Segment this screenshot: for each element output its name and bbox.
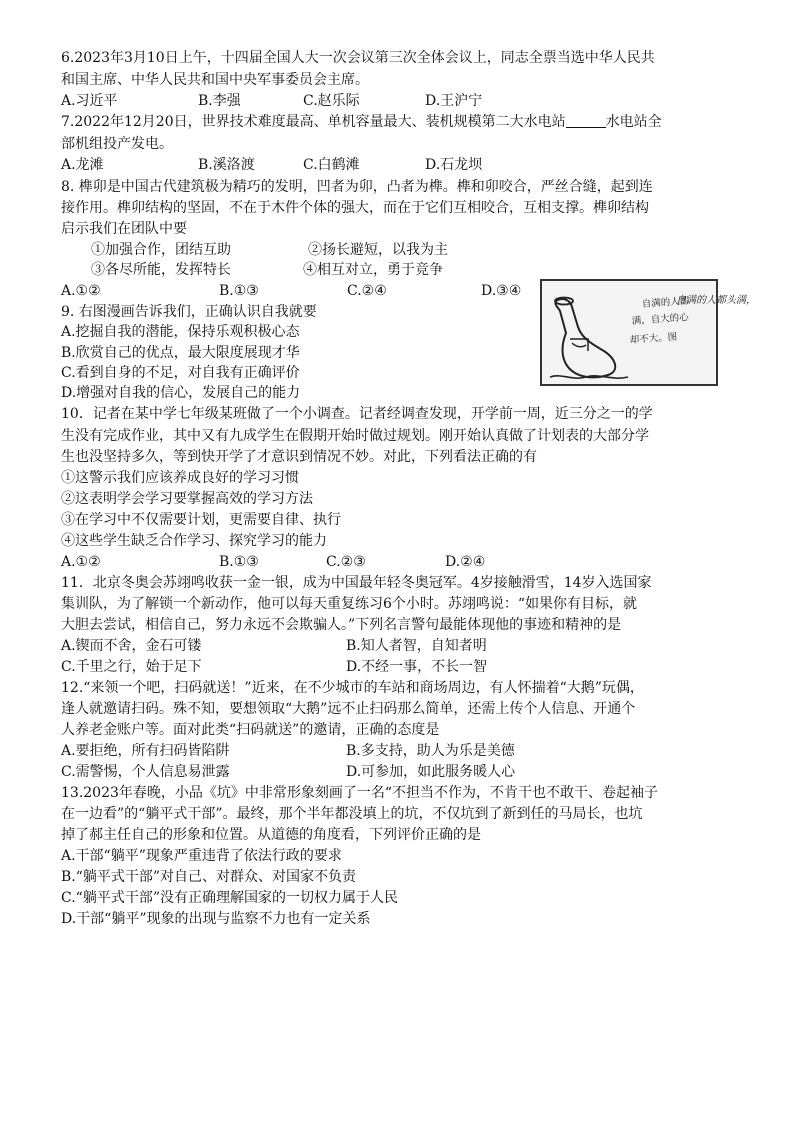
q13-option-b: B.“躺平式干部”对自己、对群众、对国家不负责 xyxy=(61,869,357,885)
q7-stem-part2: 水电站全 xyxy=(605,114,662,130)
q6-option-d: D.王沪宁 xyxy=(425,93,483,109)
q7-option-d: D.石龙坝 xyxy=(425,157,483,173)
q7-answer-blank xyxy=(566,113,606,128)
q10-stem-line3: 生也没坚持多久，等到快开学了才意识到情况不妙。对此，下列看法正确的有 xyxy=(61,449,537,465)
q11-stem-line3: 大胆去尝试，相信自己，努力永远不会欺骗人。”下列名言警句最能体现他的事迹和精神的是 xyxy=(61,617,622,633)
q8-statement-4: ④相互对立，勇于竞争 xyxy=(303,262,443,278)
q10-stem-line2: 生没有完成作业，其中又有九成学生在假期开始时做过规划。刚开始认真做了计划表的大部分学 xyxy=(61,428,649,444)
q7-option-b: B.溪洛渡 xyxy=(198,157,255,173)
q9-option-b: B.欣赏自己的优点，最大限度展现才华 xyxy=(61,345,300,361)
caption-line-1: 自满的人都 xyxy=(641,295,690,310)
q13-stem-line3: 掉了郝主任自己的形象和位置。从道德的角度看，下列评价正确的是 xyxy=(61,827,481,843)
caption-line-3: 却不大。图 xyxy=(629,331,678,346)
q13-option-a: A.干部“躺平”现象严重违背了依法行政的要求 xyxy=(61,848,342,864)
caption-line-2: 满，自大的心 xyxy=(631,312,690,327)
q11-option-c: C.千里之行，始于足下 xyxy=(61,659,202,675)
q10-statement-1: ①这警示我们应该养成良好的学习习惯 xyxy=(61,470,299,486)
q11-option-b: B.知人者智，自知者明 xyxy=(346,638,487,654)
q8-statement-3: ③各尽所能，发挥特长 xyxy=(91,262,231,278)
q6-option-b: B.李强 xyxy=(198,93,241,109)
q10-statement-3: ③在学习中不仅需要计划，更需要自律、执行 xyxy=(61,512,341,528)
q8-stem-line2: 接作用。榫卯结构的坚固，不在于木件个体的强大，而在于它们互相咬合，互相支撑。榫卯结构 xyxy=(61,200,649,216)
q7-stem-part1: 7.2022年12月20日，世界技术难度最高、单机容量最大、装机规模第二大水电站 xyxy=(61,114,566,130)
q13-option-c: C.“躺平式干部”没有正确理解国家的一切权力属于人民 xyxy=(61,890,398,906)
q10-option-b: B.①③ xyxy=(219,554,259,570)
q8-option-b: B.①③ xyxy=(219,283,259,299)
q6-stem-line1: 6.2023年3月10日上午，十四届全国人大一次会议第三次全体会议上，同志全票当选中华人民共 xyxy=(61,50,655,66)
q11-option-a: A.锲而不舍，金石可镂 xyxy=(61,638,202,654)
q10-option-c: C.②③ xyxy=(326,554,366,570)
q12-stem-line3: 人养老金账户等。面对此类“扫码就送”的邀请，正确的态度是 xyxy=(61,722,440,738)
q8-option-d: D.③④ xyxy=(481,283,522,299)
q6-stem-line2: 和国主席、中华人民共和国中央军事委员会主席。 xyxy=(61,72,369,88)
q8-statement-2: ②扬长避短，以我为主 xyxy=(308,242,448,258)
caption-column-1: 自满的人都头满， xyxy=(676,295,756,306)
q12-option-d: D.可参加，如此服务暖人心 xyxy=(346,764,516,780)
cartoon-image xyxy=(540,279,756,386)
q10-option-a: A.①② xyxy=(61,554,101,570)
q13-stem-line1: 13.2023年春晚，小品《坑》中非常形象刻画了一名“不担当不作为，不肯干也不敢干、卷起袖子 xyxy=(61,785,659,801)
q11-stem-line2: 集训队，为了解锁一个新动作，他可以每天重复练习6个小时。苏翊鸣说：“如果你有目标，就 xyxy=(61,596,638,612)
q10-option-d: D.②④ xyxy=(445,554,486,570)
q12-stem-line1: 12.“来领一个吧，扫码就送！”近来，在不少城市的车站和商场周边，有人怀揣着“大鹅”玩偶， xyxy=(61,680,644,696)
q6-option-a: A.习近平 xyxy=(61,93,118,109)
q13-option-d: D.干部“躺平”现象的出现与监察不力也有一定关系 xyxy=(61,911,371,927)
q8-option-a: A.①② xyxy=(61,283,101,299)
q12-option-b: B.多支持，助人为乐是美德 xyxy=(346,743,515,759)
q10-stem-line1: 10．记者在某中学七年级某班做了一个小调查。记者经调查发现，开学前一周，近三分之一的学 xyxy=(61,406,653,422)
q8-statement-1: ①加强合作，团结互助 xyxy=(91,242,231,258)
q12-option-c: C.需警惕，个人信息易泄露 xyxy=(61,764,230,780)
q11-option-d: D.不经一事，不长一智 xyxy=(346,659,488,675)
q12-option-a: A.要拒绝，所有扫码皆陷阱 xyxy=(61,743,230,759)
q7-option-c: C.白鹤滩 xyxy=(303,157,360,173)
q7-stem-line2: 部机组投产发电。 xyxy=(61,136,173,152)
cartoon-drawing xyxy=(542,281,756,384)
q11-stem-line1: 11．北京冬奥会苏翊鸣收获一金一银，成为中国最年轻冬奥冠军。4岁接触滑雪，14岁入选国家 xyxy=(61,575,652,591)
q7-option-a: A.龙滩 xyxy=(61,157,104,173)
q8-stem-line3: 启示我们在团队中要 xyxy=(61,221,187,237)
q13-stem-line2: 在一边看”的“躺平式干部”。最终，那个半年都没填上的坑，不仅坑到了新到任的马局长，也坑 xyxy=(61,806,643,822)
q10-statement-4: ④这些学生缺乏合作学习、探究学习的能力 xyxy=(61,533,327,549)
q8-option-c: C.②④ xyxy=(347,283,387,299)
q9-option-c: C.看到自身的不足，对自我有正确评价 xyxy=(61,365,300,381)
q10-statement-2: ②这表明学会学习要掌握高效的学习方法 xyxy=(61,491,313,507)
q8-stem-line1: 8. 榫卯是中国古代建筑极为精巧的发明，凹者为卯，凸者为榫。榫和卯咬合，严丝合缝，起到连 xyxy=(61,179,653,195)
q9-stem: 9. 右图漫画告诉我们，正确认识自我就要 xyxy=(61,304,317,320)
q6-option-c: C.赵乐际 xyxy=(303,93,360,109)
q9-option-d: D.增强对自我的信心，发展自己的能力 xyxy=(61,385,301,401)
q12-stem-line2: 逢人就邀请扫码。殊不知，要想领取“大鹅”远不止扫码那么简单，还需上传个人信息、开通个 xyxy=(61,701,636,717)
q7-stem-line1 xyxy=(61,112,662,132)
q9-option-a: A.挖掘自我的潜能，保持乐观积极心态 xyxy=(61,324,300,340)
